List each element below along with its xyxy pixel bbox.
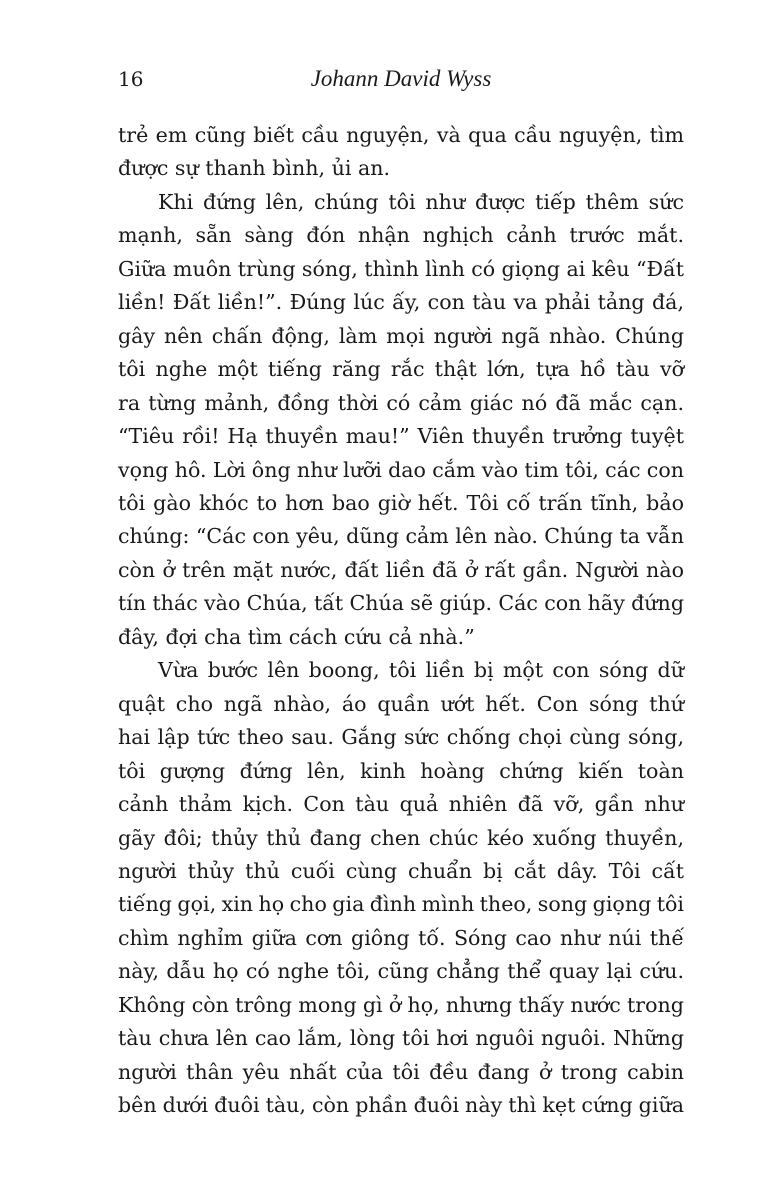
text-line: người thủy thủ cuối cùng chuẩn bị cắt dây. Tôi cất (118, 858, 684, 883)
text-line: vọng hô. Lời ông như lưỡi dao cắm vào tim tôi, các con (118, 457, 684, 482)
text-line: này, dẫu họ có nghe tôi, cũng chẳng thể quay lại cứu. (118, 959, 684, 984)
text-line: tiếng gọi, xin họ cho gia đình mình theo, song giọng tôi (118, 892, 684, 917)
text-line: được sự thanh bình, ủi an. (118, 156, 391, 181)
text-line: liền! Đất liền!”. Đúng lúc ấy, con tàu va phải tảng đá, (118, 290, 684, 315)
text-line: đây, đợi cha tìm cách cứu cả nhà.” (118, 624, 475, 649)
text-line: cảnh thảm kịch. Con tàu quả nhiên đã vỡ, gần như (118, 792, 684, 817)
page-header (118, 64, 684, 94)
text-line: gây nên chấn động, làm mọi người ngã nhào. Chúng (118, 323, 684, 348)
text-line: mạnh, sẵn sàng đón nhận nghịch cảnh trước mắt. (118, 223, 684, 248)
text-line: Khi đứng lên, chúng tôi như được tiếp thêm sức (158, 189, 684, 214)
text-line: Vừa bước lên boong, tôi liền bị một con sóng dữ (158, 658, 684, 683)
text-line: chìm nghỉm giữa cơn giông tố. Sóng cao như núi thế (118, 925, 684, 950)
text-line: tín thác vào Chúa, tất Chúa sẽ giúp. Các con hãy đứng (118, 591, 685, 616)
text-line: gãy đôi; thủy thủ đang chen chúc kéo xuống thuyền, (118, 825, 684, 850)
text-line: trẻ em cũng biết cầu nguyện, và qua cầu nguyện, tìm (118, 123, 685, 147)
text-line: bên dưới đuôi tàu, còn phần đuôi này thì kẹt cứng giữa (118, 1093, 684, 1118)
text-line: còn ở trên mặt nước, đất liền đã ở rất gần. Người nào (118, 557, 685, 582)
page-number: 16 (118, 67, 144, 91)
text-line: người thân yêu nhất của tôi đều đang ở trong cabin (118, 1059, 684, 1084)
text-line: hai lập tức theo sau. Gắng sức chống chọi cùng sóng, (118, 725, 684, 750)
paragraph-3 (118, 654, 684, 1122)
paragraph-1 (118, 119, 684, 186)
text-line: quật cho ngã nhào, áo quần ướt hết. Con sóng thứ (118, 691, 684, 716)
text-line: tàu chưa lên cao lắm, lòng tôi hơi nguôi nguôi. Những (118, 1026, 684, 1051)
text-line: tôi gượng đứng lên, kinh hoàng chứng kiến toàn (118, 758, 684, 783)
text-line: “Tiêu rồi! Hạ thuyền mau!” Viên thuyền trưởng tuyệt (118, 424, 684, 449)
paragraph-2 (118, 186, 684, 654)
text-line: ra từng mảnh, đồng thời có cảm giác nó đã mắc cạn. (118, 390, 684, 415)
running-title: Johann David Wyss (310, 66, 492, 91)
text-line: Không còn trông mong gì ở họ, nhưng thấy nước trong (118, 992, 684, 1017)
text-line: Giữa muôn trùng sóng, thình lình có giọng ai kêu “Đất (118, 256, 684, 281)
body-text (118, 119, 684, 1123)
text-line: chúng: “Các con yêu, dũng cảm lên nào. Chúng ta vẫn (118, 524, 684, 549)
text-line: tôi nghe một tiếng răng rắc thật lớn, tựa hồ tàu vỡ (118, 357, 684, 382)
text-line: tôi gào khóc to hơn bao giờ hết. Tôi cố trấn tĩnh, bảo (118, 490, 684, 515)
